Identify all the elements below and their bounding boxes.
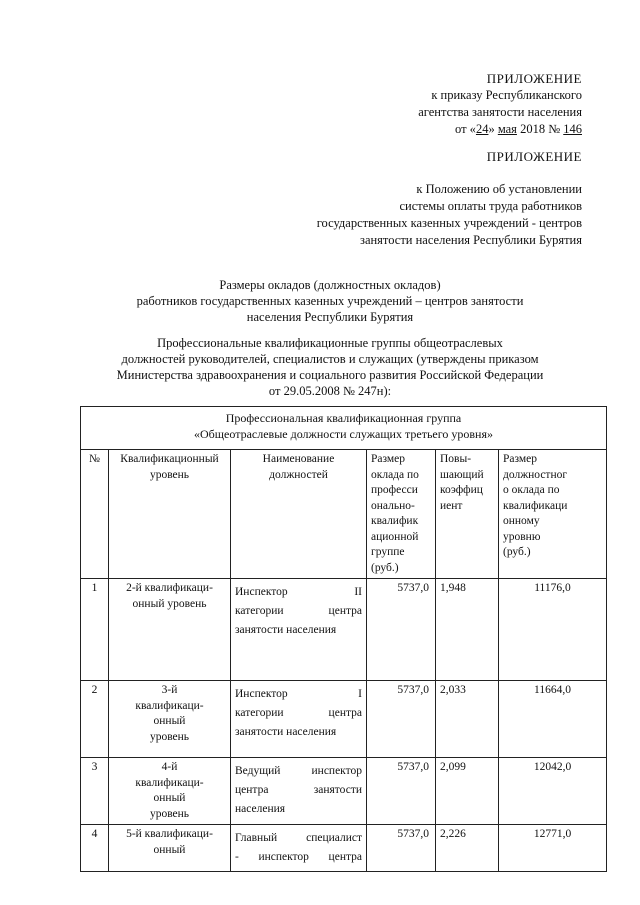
row-level-line: квалификаци- — [135, 776, 204, 789]
row-position — [231, 758, 367, 825]
date-month: мая — [497, 122, 517, 136]
header-official-line: о оклада по — [503, 484, 560, 496]
date-year: 2018 № — [516, 122, 564, 136]
heading-line-1: Размеры окладов (должностных окладов) — [219, 278, 441, 292]
group-header-line-1: Профессиональная квалификационная группа — [225, 411, 462, 425]
header-coef-line: иент — [440, 499, 463, 512]
intro-line-1: Профессиональные квалификационные группы общеотраслевых — [157, 336, 503, 350]
order-appendix-line-2: агентства занятости населения — [418, 105, 582, 119]
row-position-line: - инспектор центра — [235, 851, 362, 863]
row-official-salary: 11664,0 — [499, 681, 607, 758]
header-salary-line: онально- — [371, 499, 415, 512]
row-official-salary: 11176,0 — [499, 579, 607, 681]
row-position — [231, 579, 367, 681]
header-official-line: Размер — [503, 453, 538, 465]
row-level — [109, 579, 231, 681]
row-official-salary: 12771,0 — [499, 825, 607, 872]
row-level-line: 4-й — [161, 761, 178, 773]
order-appendix-date — [418, 121, 582, 138]
regulation-appendix-line-1: к Положению об установлении — [416, 182, 582, 196]
header-official-salary — [499, 450, 607, 579]
date-mid: » — [488, 122, 498, 136]
date-number: 146 — [563, 122, 582, 136]
row-position-line: занятости населения — [235, 726, 337, 738]
header-salary-line: группе — [371, 546, 405, 558]
row-position-line: Главный специалист — [235, 832, 362, 844]
row-position-line: Ведущий инспектор — [235, 765, 362, 777]
header-salary-line: квалифик — [371, 515, 419, 527]
row-group-salary: 5737,0 — [367, 758, 436, 825]
table-row — [81, 579, 607, 681]
row-position-line: Инспектор I — [235, 688, 362, 700]
header-official-line: онному — [503, 515, 540, 527]
row-official-salary: 12042,0 — [499, 758, 607, 825]
intro-line-2: должностей руководителей, специалистов и служащих (утверждены приказом — [121, 352, 539, 366]
header-official-line: должностног — [503, 468, 568, 481]
header-level — [109, 450, 231, 579]
heading-line-2: работников государственных казенных учреждений – центров занятости — [136, 294, 524, 308]
row-number: 3 — [81, 758, 109, 825]
header-salary-line: ационной — [371, 530, 419, 543]
header-position-line-1: Наименование — [262, 453, 335, 465]
date-day: 24 — [475, 122, 489, 136]
row-level-line: 2-й квалификаци- — [126, 582, 213, 594]
row-level-line: 3-й — [161, 684, 178, 696]
table-header-row — [81, 450, 607, 579]
row-level — [109, 681, 231, 758]
row-number: 2 — [81, 681, 109, 758]
header-salary-line: професси — [371, 484, 418, 496]
intro-line-4: от 29.05.2008 № 247н): — [268, 384, 392, 398]
header-level-line-2: уровень — [149, 468, 190, 481]
row-group-salary: 5737,0 — [367, 825, 436, 872]
header-number-label: № — [89, 453, 100, 465]
intro-paragraph — [60, 335, 600, 399]
header-official-line: уровню — [503, 530, 541, 543]
document-heading — [60, 277, 600, 325]
row-level-line: онный — [153, 843, 186, 856]
group-header — [81, 407, 607, 450]
row-number: 1 — [81, 579, 109, 681]
row-level-line: 5-й квалификаци- — [126, 828, 213, 840]
row-level-line: онный — [153, 792, 186, 804]
row-level-line: онный уровень — [132, 597, 207, 610]
row-position-line: занятости населения — [235, 624, 337, 636]
regulation-appendix — [317, 148, 582, 249]
row-coefficient: 2,226 — [436, 825, 499, 872]
group-header-line-2: «Общеотраслевые должности служащих третьего уровня» — [194, 426, 493, 441]
row-group-salary: 5737,0 — [367, 681, 436, 758]
header-official-line: квалификаци — [503, 499, 568, 512]
row-group-salary: 5737,0 — [367, 579, 436, 681]
regulation-appendix-line-3: государственных казенных учреждений - центров — [316, 216, 582, 230]
regulation-appendix-title: ПРИЛОЖЕНИЕ — [486, 149, 582, 164]
order-appendix-title: ПРИЛОЖЕНИЕ — [486, 71, 582, 86]
row-level-line: уровень — [149, 807, 190, 820]
intro-line-3: Министерства здравоохранения и социального развития Российской Федерации — [116, 368, 544, 382]
header-coefficient — [436, 450, 499, 579]
row-position-line: центра занятости — [235, 784, 362, 796]
row-coefficient: 2,099 — [436, 758, 499, 825]
header-position — [231, 450, 367, 579]
header-coef-line: Повы- — [440, 453, 472, 465]
header-official-line: (руб.) — [503, 546, 531, 558]
order-appendix-line-1: к приказу Республиканского — [431, 88, 582, 102]
row-level — [109, 758, 231, 825]
table-row — [81, 758, 607, 825]
header-coef-line: коэффиц — [440, 484, 483, 496]
regulation-appendix-line-2: системы оплаты труда работников — [399, 199, 582, 213]
row-number: 4 — [81, 825, 109, 872]
row-position-line: категории центра — [235, 605, 362, 617]
header-salary-line: оклада по — [371, 468, 419, 481]
salary-table — [80, 406, 607, 872]
regulation-appendix-line-4: занятости населения Республики Бурятия — [360, 233, 582, 247]
row-coefficient: 1,948 — [436, 579, 499, 681]
header-group-salary — [367, 450, 436, 579]
heading-line-3: населения Республики Бурятия — [246, 310, 414, 324]
row-position-line: населения — [235, 803, 286, 815]
row-position — [231, 825, 367, 872]
table-row — [81, 825, 607, 872]
header-coef-line: шающий — [440, 468, 484, 481]
row-level-line: квалификаци- — [135, 699, 204, 712]
order-appendix — [418, 70, 582, 138]
header-level-line-1: Квалификационный — [120, 453, 219, 465]
row-position-line: Инспектор II — [235, 586, 362, 598]
header-position-line-2: должностей — [269, 468, 328, 481]
row-position-line: категории центра — [235, 707, 362, 719]
row-level-line: уровень — [149, 730, 190, 743]
row-position — [231, 681, 367, 758]
date-prefix: от « — [455, 122, 476, 136]
row-level — [109, 825, 231, 872]
row-level-line: онный — [153, 715, 186, 727]
table-row — [81, 681, 607, 758]
row-coefficient: 2,033 — [436, 681, 499, 758]
header-number — [81, 450, 109, 579]
header-salary-line: Размер — [371, 453, 406, 465]
header-salary-line: (руб.) — [371, 561, 399, 574]
